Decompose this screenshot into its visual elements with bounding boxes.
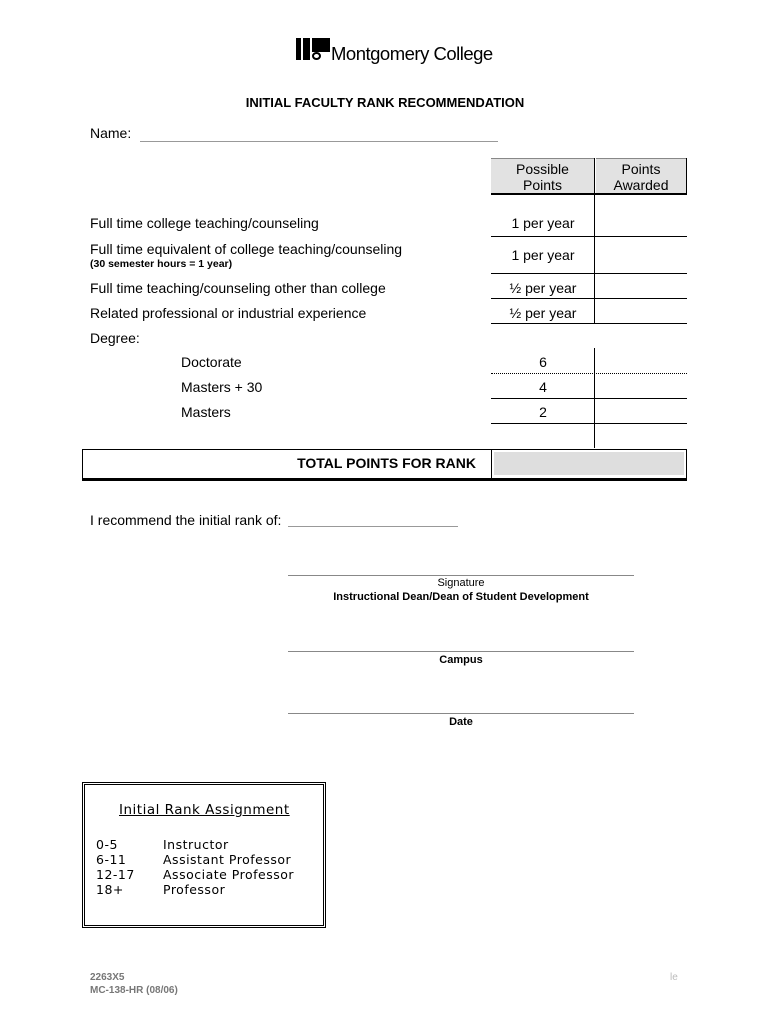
degree-masters: Masters (181, 404, 231, 420)
column-divider (594, 158, 595, 324)
name-label: Name: (90, 125, 132, 141)
campus-label: Campus (439, 654, 483, 666)
signature-title: Instructional Dean/Dean of Student Development (333, 591, 589, 603)
rank-name: Professor (163, 882, 226, 897)
row-label-other-teaching: Full time teaching/counseling other than college (90, 280, 386, 296)
degree-label: Degree: (90, 330, 140, 346)
row-divider (491, 373, 687, 374)
rank-name: Assistant Professor (163, 852, 292, 867)
row-label-fte-teaching: Full time equivalent of college teaching/counseling (90, 241, 403, 257)
degree-doctorate: Doctorate (181, 354, 242, 370)
row-divider (491, 323, 687, 324)
rank-range: 6-11 (96, 852, 127, 867)
total-right-edge (686, 449, 687, 478)
rank-name: Instructor (163, 837, 229, 852)
points-fte-teaching: 1 per year (511, 247, 575, 263)
points-professional-experience: ½ per year (509, 305, 577, 321)
form-title: INITIAL FACULTY RANK RECOMMENDATION (245, 95, 525, 110)
signature-line[interactable] (288, 575, 634, 576)
form-code: 2263X5 MC-138-HR (08/06) (90, 972, 178, 996)
total-points-label: TOTAL POINTS FOR RANK (297, 455, 476, 471)
rank-assignment-title: Initial Rank Assignment (119, 802, 290, 818)
row-label-professional-experience: Related professional or industrial experience (90, 305, 367, 321)
college-logo-mark (296, 38, 330, 64)
total-divider (491, 449, 492, 478)
possible-points-header: Possible Points (491, 158, 594, 195)
points-awarded-header: Points Awarded (596, 158, 686, 195)
points-masters-plus-30: 4 (539, 379, 547, 395)
campus-line[interactable] (288, 651, 634, 652)
row-label-college-teaching: Full time college teaching/counseling (90, 215, 319, 231)
name-input[interactable] (140, 141, 498, 142)
date-label: Date (449, 716, 473, 728)
points-other-teaching: ½ per year (509, 280, 577, 296)
recommend-rank-input[interactable] (288, 526, 458, 527)
row-divider (491, 298, 687, 299)
rank-range: 12-17 (96, 867, 135, 882)
rank-range: 0-5 (96, 837, 118, 852)
row-divider (491, 423, 687, 424)
degree-masters-plus-30: Masters + 30 (181, 379, 263, 395)
row-note-fte: (30 semester hours = 1 year) (90, 258, 233, 270)
points-masters: 2 (539, 404, 547, 420)
header-divider (491, 193, 687, 195)
rank-range: 18+ (96, 882, 124, 897)
points-doctorate: 6 (539, 354, 547, 370)
row-divider (491, 273, 687, 274)
signature-label: Signature (437, 577, 485, 589)
college-logo (296, 38, 493, 64)
row-divider (491, 398, 687, 399)
date-line[interactable] (288, 713, 634, 714)
college-name: Montgomery College (331, 43, 493, 64)
rank-name: Associate Professor (163, 867, 295, 882)
row-divider (491, 236, 687, 237)
total-points-field[interactable] (494, 452, 684, 475)
points-college-teaching: 1 per year (511, 215, 575, 231)
recommend-rank-label: I recommend the initial rank of: (90, 512, 282, 528)
footer-mark: le (670, 972, 678, 983)
table-right-edge (686, 158, 687, 194)
